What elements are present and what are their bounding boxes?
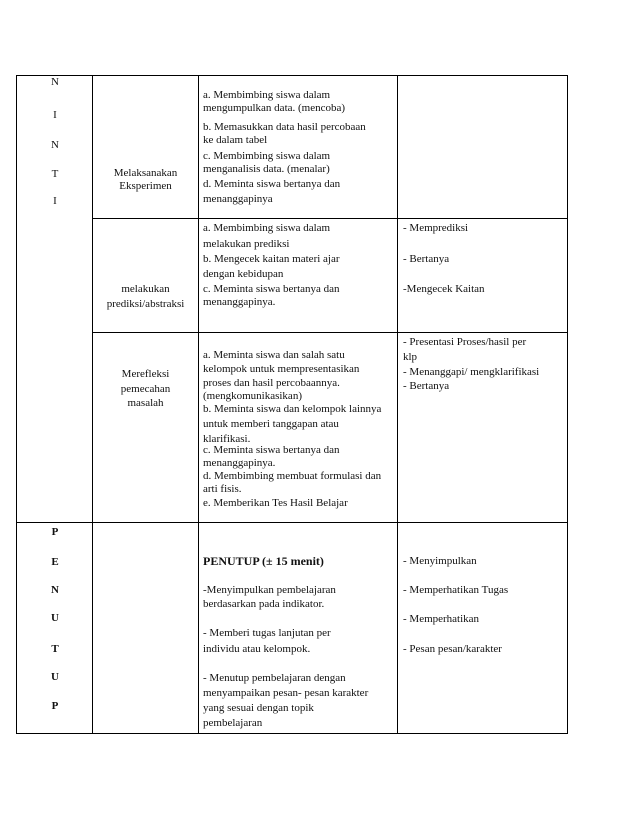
teacher-text: proses dan hasil percobaannya. [203, 377, 340, 389]
teacher-text: mengumpulkan data. (mencoba) [203, 102, 346, 114]
activity-label: melakukan [121, 283, 170, 295]
teacher-text: dengan kebidupan [203, 268, 284, 280]
teacher-text: (mengkomunikasikan) [203, 390, 302, 402]
student-text: - Bertanya [403, 380, 450, 392]
teacher-text: -Menyimpulkan pembelajaran [203, 584, 336, 596]
student-text: - Menyimpulkan [403, 555, 477, 567]
teacher-text: - Memberi tugas lanjutan per [203, 627, 331, 639]
table-border-bottom [16, 733, 568, 734]
side-letter: P [51, 700, 59, 712]
teacher-text: c. Membimbing siswa dalam [203, 150, 331, 162]
teacher-text: menanggapinya. [203, 457, 276, 469]
teacher-text: yang sesuai dengan topik [203, 702, 314, 714]
side-letter: N [51, 584, 59, 596]
teacher-text: ke dalam tabel [203, 134, 268, 146]
column-divider-2 [198, 75, 199, 734]
teacher-text: berdasarkan pada indikator. [203, 598, 325, 610]
student-text: -Mengecek Kaitan [403, 283, 485, 295]
teacher-text: - Menutup pembelajaran dengan [203, 672, 346, 684]
side-letter: P [51, 526, 59, 538]
side-letter: T [51, 643, 59, 655]
teacher-text: menganalisis data. (menalar) [203, 163, 330, 175]
side-letter: N [51, 76, 59, 88]
teacher-text: c. Meminta siswa bertanya dan [203, 283, 340, 295]
student-text: - Memprediksi [403, 222, 469, 234]
side-letter: N [51, 139, 59, 151]
student-text: - Presentasi Proses/hasil per [403, 336, 527, 348]
teacher-text: c. Meminta siswa bertanya dan [203, 444, 340, 456]
teacher-text: menanggapinya. [203, 296, 276, 308]
teacher-text: pembelajaran [203, 717, 263, 729]
activity-label: pemecahan [120, 383, 171, 395]
activity-label: Merefleksi [121, 368, 170, 380]
side-letter: I [53, 195, 57, 207]
table-border-right [567, 75, 568, 734]
student-text: - Menanggapi/ mengklarifikasi [403, 366, 540, 378]
student-text: - Memperhatikan Tugas [403, 584, 509, 596]
activity-label: Eksperimen [119, 180, 172, 192]
teacher-text: kelompok untuk mempresentasikan [203, 363, 360, 375]
side-letter: U [51, 671, 59, 683]
teacher-text: a. Membimbing siswa dalam [203, 222, 331, 234]
teacher-text: arti fisis. [203, 483, 242, 495]
row-divider-2 [92, 332, 568, 333]
teacher-text: klarifikasi. [203, 433, 251, 445]
row-divider-3 [16, 522, 568, 523]
teacher-text: b. Mengecek kaitan materi ajar [203, 253, 340, 265]
student-text: - Pesan pesan/karakter [403, 643, 502, 655]
teacher-text: menanggapinya [203, 193, 273, 205]
side-letter: E [51, 556, 59, 568]
teacher-text: menyampaikan pesan- pesan karakter [203, 687, 369, 699]
section-heading: PENUTUP (± 15 menit) [203, 554, 324, 568]
teacher-text: e. Memberikan Tes Hasil Belajar [203, 497, 348, 509]
side-letter: T [51, 168, 59, 180]
teacher-text: melakukan prediksi [203, 238, 290, 250]
teacher-text: a. Membimbing siswa dalam [203, 89, 331, 101]
side-letter: U [51, 612, 59, 624]
teacher-text: individu atau kelompok. [203, 643, 311, 655]
column-divider-3 [397, 75, 398, 734]
activity-label: prediksi/abstraksi [106, 298, 185, 310]
side-letter: I [53, 109, 57, 121]
teacher-text: d. Meminta siswa bertanya dan [203, 178, 341, 190]
activity-label: Melaksanakan [113, 167, 178, 179]
table-border-top [16, 75, 568, 76]
teacher-text: untuk memberi tanggapan atau [203, 418, 339, 430]
teacher-text: b. Memasukkan data hasil percobaan [203, 121, 366, 133]
student-text: - Memperhatikan [403, 613, 480, 625]
teacher-text: a. Meminta siswa dan salah satu [203, 349, 345, 361]
activity-label: masalah [127, 397, 164, 409]
teacher-text: b. Meminta siswa dan kelompok lainnya [203, 403, 382, 415]
student-text: - Bertanya [403, 253, 450, 265]
row-divider-1 [92, 218, 568, 219]
table-border-left [16, 75, 17, 734]
student-text: klp [403, 351, 418, 363]
teacher-text: d. Membimbing membuat formulasi dan [203, 470, 382, 482]
